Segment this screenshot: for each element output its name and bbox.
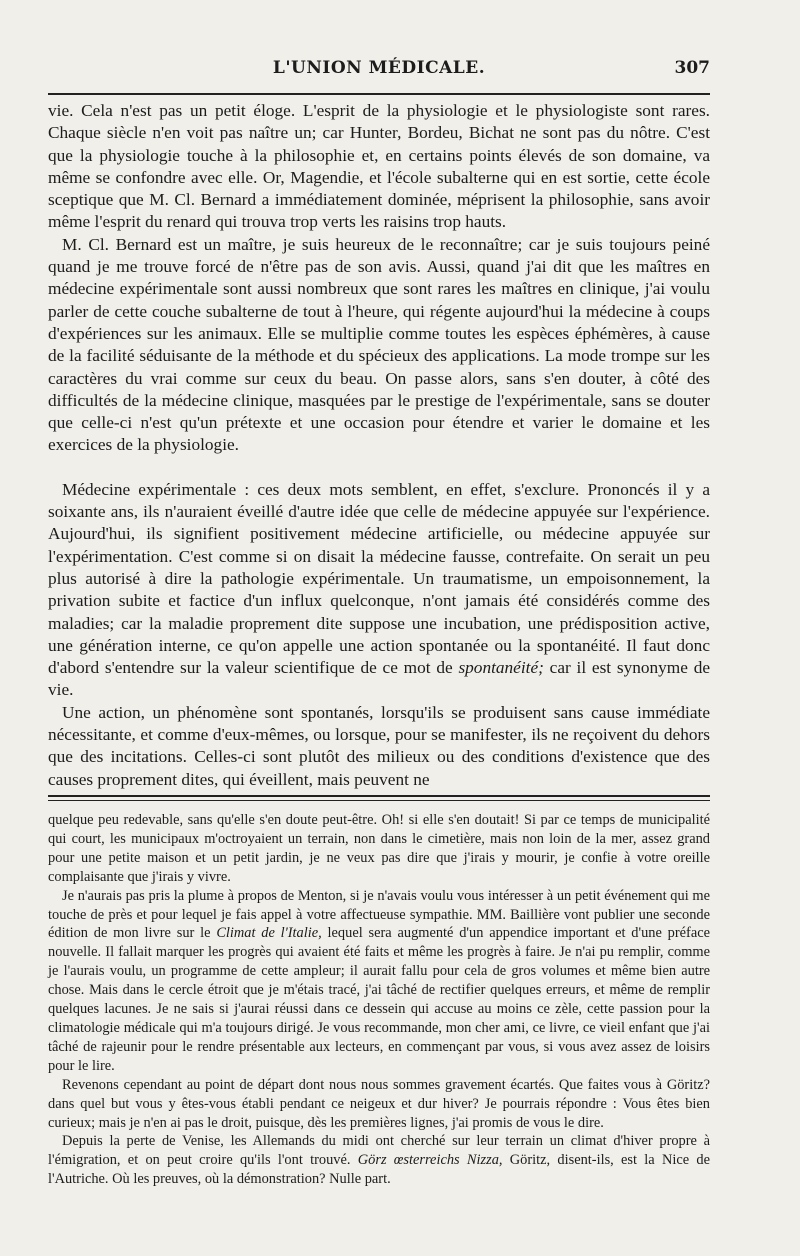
italic-term: spontanéité;: [458, 658, 544, 678]
italic-quote: Görz œsterreichs Nizza,: [357, 1152, 503, 1169]
footnote-paragraph: Revenons cependant au point de départ dont nous nous sommes gravement écartés. Que faites vous à Göritz? dans quel but vous y êtes-vous établi pendant ce neigeux et dur hiver? Je pourrais répondre : Vous êtes bien curieux; mais je n'en ai pas le droit, puisque, dès les premières lignes, j'ai promis de vous le dire.: [48, 1076, 710, 1131]
journal-title: L'UNION MÉDICALE.: [272, 58, 486, 78]
footnote-rule-thin: [48, 800, 710, 801]
paragraph: vie. Cela n'est pas un petit éloge. L'esprit de la physiologie et le physiologiste sont rares. Chaque siècle n'en voit pas naître un; car Hunter, Bordeu, Bichat ne sont pas du nôtre. C'est que la physiologie touche à la philosophie et, en certains points élevés de son domaine, va même se confondre avec elle. Or, Magendie, et l'école subalterne qui en est sortie, cette école sceptique que M. Cl. Bernard a immédiatement dominée, méprisent la philosophie, sans avoir même l'esprit du renard qui trouva trop verts les raisins trop hauts.: [48, 101, 710, 232]
main-text: [48, 100, 710, 791]
running-header: [48, 58, 710, 86]
paragraph: Une action, un phénomène sont spontanés, lorsqu'ils se produisent sans cause immédiate nécessitante, et comme d'eux-mêmes, ou lorsque, pour se manifester, ils ne reçoivent du dehors que des incitations. Celles-ci sont plutôt des milieux ou des conditions d'existence que des causes proprement dites, qui éveillent, mais peuvent ne: [48, 702, 710, 789]
paragraph: M. Cl. Bernard est un maître, je suis heureux de le reconnaître; car je suis toujours peiné quand je me trouve forcé de n'être pas de son avis. Aussi, quand j'ai dit que les maîtres en médecine expérimentale sont aussi nombreux que sont rares les maîtres en clinique, j'ai voulu parler de cette couche subalterne de tout à l'heure, qui régente aujourd'hui la médecine à coups d'expériences sur les animaux. Elle se multiplie comme toutes les espèces éphémères, à cause de la facilité séduisante de la méthode et du spécieux des applications. La mode trompe sur les caractères du vrai comme sur ceux du beau. On passe alors, sans s'en douter, à côté des difficultés de la médecine clinique, masquées par le prestige de l'expérimentale, sans se douter que celle-ci n'est qu'un prétexte et une occasion pour étendre et varier le domaine et les exercices de la physiologie.: [48, 234, 710, 455]
italic-book-title: Climat de l'Italie,: [216, 925, 322, 942]
footnote-paragraph: Je n'aurais pas pris la plume à propos de Menton, si je n'avais voulu vous intéresser à un petit événement qui me touche de près et pour lequel je fais appel à votre affectueuse sympathie. MM. Baillière vont publier une seconde édition de mon livre sur le Climat de l'Italie, lequel sera augmenté d'un appendice important et d'une préface nouvelle. Il fallait marquer les progrès qui avaient été faits et même les progrès à faire. Je n'ai pu remplir, comme je l'aurais voulu, un programme de cette ampleur; il aurait fallu pour cela de gros volumes et même bien autre chose. Mais dans le cercle étroit que je m'étais tracé, j'ai tâché de rectifier quelques erreurs, et même de remplir quelques lacunes. Je ne sais si j'aurai réussi dans ce dessein qui accuse au moins ce zèle, cette passion pour la climatologie médicale qui m'a toujours dirigé. Je vous recommande, mon cher ami, ce livre, ce vieil enfant que j'ai tâché de rajeunir pour le rendre présentable aux lecteurs, en commençant par vous, si vous avez assez de loisirs pour le lire.: [48, 887, 710, 1074]
footnote-paragraph: Depuis la perte de Venise, les Allemands du midi ont cherché sur leur terrain un climat d'hiver propre à l'émigration, et on peut croire qu'ils l'ont trouvé. Görz œsterreichs Nizza, Göritz, disent-ils, est la Nice de l'Autriche. Où les preuves, où la démonstration? Nulle part.: [48, 1133, 710, 1188]
footnote-text: [48, 811, 710, 1189]
page-number: 307: [674, 58, 710, 78]
paragraph: Médecine expérimentale : ces deux mots semblent, en effet, s'exclure. Prononcés il y a soixante ans, ils n'auraient éveillé d'autre idée que celle de médecine appuyée sur l'expérience. Aujourd'hui, ils signifient positivement médecine artificielle, ou médecine appuyée sur l'expérimentation. C'est comme si on disait la médecine fausse, contrefaite. On serait un peu plus autorisé à dire la pathologie expérimentale. Un traumatisme, un empoisonnement, la privation subite et factice d'un influx quelconque, n'ont jamais été considérés comme des maladies; car la maladie proprement dite suppose une incubation, une prédisposition active, une génération interne, ce qu'on appelle une action spontanée ou la spontanéité. Il faut donc d'abord s'entendre sur la valeur scientifique de ce mot de spontanéité; car il est synonyme de vie.: [48, 479, 711, 700]
footnote-rule: [48, 795, 710, 797]
header-rule: [48, 93, 710, 95]
footnote-paragraph: quelque peu redevable, sans qu'elle s'en doute peut-être. Oh! si elle s'en doutait! Si par ce temps de municipalité qui court, les municipaux m'octroyaient un terrain, non dans le cimetière, mais non loin de la mer, assez grand pour une petite maison et un petit jardin, je ne veux pas dire que j'irais y mourir, je confie à votre oreille complaisante que j'irais y vivre.: [48, 812, 710, 885]
